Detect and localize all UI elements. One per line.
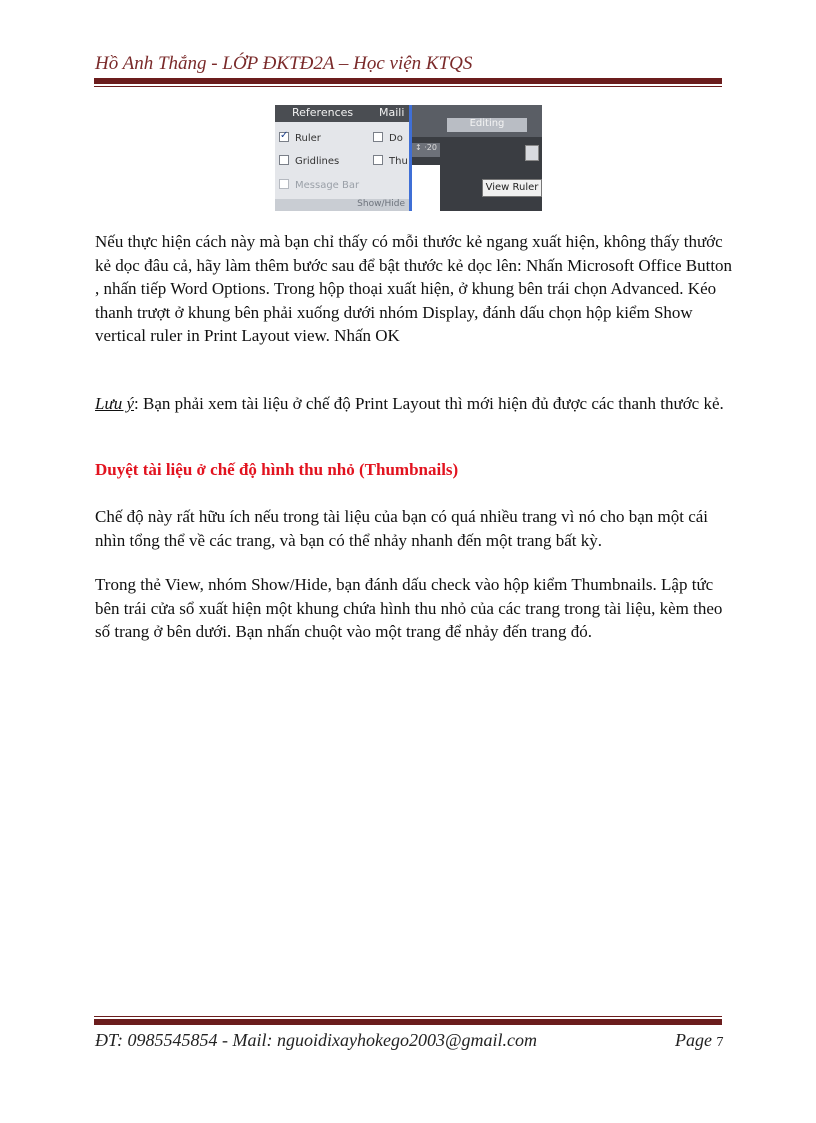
note-paragraph bbox=[95, 392, 735, 416]
header-rule-thin bbox=[94, 86, 722, 87]
paragraph-thumbnails-intro: Chế độ này rất hữu ích nếu trong tài liệu của bạn có quá nhiều trang vì nó cho bạn một cái nhìn tổng thể về các trang, và bạn có thể nhảy nhanh đến một trang bất kỳ. bbox=[95, 507, 709, 550]
paragraph-thumbnails-steps: Trong thẻ View, nhóm Show/Hide, bạn đánh dấu check vào hộp kiểm Thumbnails. Lập tức bên trái cửa sổ xuất hiện một khung chứa hình thu nhỏ của các trang trong tài liệu, kèm theo số trang ở bên dưới. Bạn nhấn chuột vào một trang để nhảy đến trang đó. bbox=[95, 575, 723, 641]
section-heading: Duyệt tài liệu ở chế độ hình thu nhỏ (Thumbnails) bbox=[95, 460, 459, 479]
ruler-strip: ↕ ·20 bbox=[412, 143, 440, 157]
view-ruler-icon bbox=[525, 145, 539, 161]
editing-label: Editing bbox=[447, 118, 527, 132]
header-rule-thick bbox=[94, 78, 722, 84]
ruler-label: Ruler bbox=[295, 133, 321, 144]
tab-references: References bbox=[292, 106, 354, 119]
footer-rule-thick bbox=[94, 1019, 722, 1025]
header-text: Hồ Anh Thắng - LỚP ĐKTĐ2A – Học viện KTQS bbox=[95, 53, 473, 74]
ribbon-screenshot bbox=[275, 105, 542, 211]
message-bar-option bbox=[279, 179, 359, 191]
footer-contact: ĐT: 0985545854 - Mail: nguoidixayhokego2003@gmail.com bbox=[95, 1030, 538, 1050]
page-number: 7 bbox=[716, 1035, 724, 1050]
thumbnails-checkbox bbox=[373, 155, 383, 165]
ruler-option bbox=[279, 132, 321, 144]
ribbon-tabs bbox=[275, 105, 409, 122]
page-label: Page bbox=[675, 1030, 712, 1050]
view-ruler-tooltip: View Ruler bbox=[482, 179, 542, 197]
group-label: Show/Hide bbox=[275, 199, 409, 211]
message-bar-label: Message Bar bbox=[295, 180, 360, 191]
paragraph-vertical-ruler: Nếu thực hiện cách này mà bạn chỉ thấy có mỗi thước kẻ ngang xuất hiện, không thấy thước kẻ dọc đâu cả, hãy làm thêm bước sau để bật thước kẻ dọc lên: Nhấn Microsoft Office Button , nhấn tiếp Word Options. Trong hộp thoại xuất hiện, ở khung bên trái chọn Advanced. Kéo thanh trượt ở khung bên phải xuống dưới nhóm Display, đánh dấu chọn hộp kiểm Show vertical ruler in Print Layout view. Nhấn OK bbox=[95, 232, 733, 345]
document-page bbox=[412, 165, 440, 211]
note-text: : Bạn phải xem tài liệu ở chế độ Print Layout thì mới hiện đủ được các thanh thước kẻ. bbox=[134, 394, 724, 413]
gridlines-checkbox bbox=[279, 155, 289, 165]
doc-checkbox bbox=[373, 132, 383, 142]
footer-page bbox=[675, 1030, 723, 1051]
tab-mailings: Maili bbox=[379, 106, 405, 119]
note-label: Lưu ý bbox=[95, 394, 135, 413]
gridlines-label: Gridlines bbox=[295, 156, 340, 167]
thumbnails-label: Thu bbox=[389, 156, 408, 167]
doc-option bbox=[373, 132, 403, 144]
thumbnails-option bbox=[373, 155, 408, 167]
ruler-checkbox bbox=[279, 132, 289, 142]
doc-label: Do bbox=[389, 133, 403, 144]
message-bar-checkbox bbox=[279, 179, 289, 189]
gridlines-option bbox=[279, 155, 339, 167]
show-hide-group bbox=[275, 105, 409, 211]
footer-rule-thin bbox=[94, 1016, 722, 1017]
